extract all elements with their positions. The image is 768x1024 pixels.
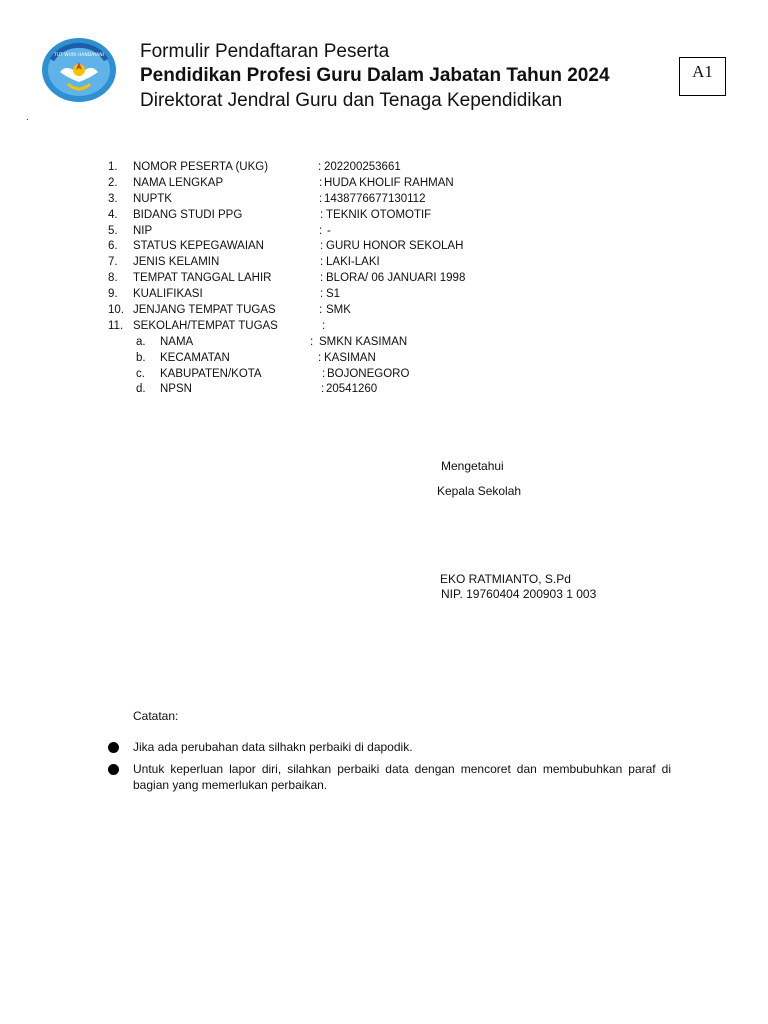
field-value: HUDA KHOLIF RAHMAN <box>324 176 454 189</box>
field-colon: : <box>322 319 326 332</box>
subfield-value: SMKN KASIMAN <box>319 335 408 348</box>
field-colon: : <box>319 224 323 237</box>
subfield-label: KECAMATAN <box>160 351 230 364</box>
field-number: 1. <box>108 161 118 173</box>
field-label: NIP <box>133 224 153 237</box>
mengetahui-label: Mengetahui <box>441 459 504 473</box>
headmaster-role: Kepala Sekolah <box>437 484 522 498</box>
field-colon: : <box>318 161 322 173</box>
field-number: 2. <box>108 176 118 189</box>
subfield-colon: : <box>322 367 326 380</box>
notes-title: Catatan: <box>133 709 179 723</box>
subfield-value: BOJONEGORO <box>327 367 410 380</box>
header-title-block <box>140 40 610 113</box>
form-code-box: A1 <box>679 57 726 96</box>
field-colon: : <box>319 192 323 205</box>
subfield-letter: a. <box>136 335 146 348</box>
subfield-value: KASIMAN <box>324 351 376 364</box>
note-text: Jika ada perubahan data silhakn perbaiki di dapodik. <box>133 740 413 754</box>
program-title: Pendidikan Profesi Guru Dalam Jabatan Tahun 2024 <box>140 65 610 86</box>
field-label: NUPTK <box>133 192 172 205</box>
field-value: S1 <box>326 288 341 301</box>
field-label: JENIS KELAMIN <box>133 256 220 269</box>
field-colon: : <box>320 240 324 253</box>
field-value: SMK <box>326 304 351 317</box>
subfield-label: KABUPATEN/KOTA <box>160 367 262 380</box>
field-number: 9. <box>108 288 118 301</box>
field-value: TEKNIK OTOMOTIF <box>326 208 432 221</box>
field-value: LAKI-LAKI <box>326 256 380 269</box>
field-label: NAMA LENGKAP <box>133 176 224 189</box>
field-label: STATUS KEPEGAWAIAN <box>133 240 264 253</box>
subfield-label: NAMA <box>160 335 194 348</box>
subfield-colon: : <box>321 383 325 396</box>
field-colon: : <box>320 256 324 269</box>
field-number: 7. <box>108 256 118 269</box>
note-item <box>108 761 671 793</box>
form-title: Formulir Pendaftaran Peserta <box>140 41 390 62</box>
field-label: BIDANG STUDI PPG <box>133 208 243 221</box>
field-label: SEKOLAH/TEMPAT TUGAS <box>133 319 278 332</box>
subfield-letter: d. <box>136 383 146 396</box>
field-value: 202200253661 <box>324 161 401 173</box>
field-colon: : <box>320 208 324 221</box>
note-item <box>108 739 671 755</box>
field-value: GURU HONOR SEKOLAH <box>326 240 464 253</box>
subfield-colon: : <box>318 351 322 364</box>
field-number: 5. <box>108 224 118 237</box>
field-number: 4. <box>108 208 118 221</box>
field-number: 10. <box>108 304 124 317</box>
field-label: NOMOR PESERTA (UKG) <box>133 161 269 173</box>
field-number: 6. <box>108 240 118 253</box>
subfield-colon: : <box>310 335 314 348</box>
bullet-icon <box>108 764 119 775</box>
field-label: TEMPAT TANGGAL LAHIR <box>133 272 272 285</box>
field-colon: : <box>320 288 324 301</box>
field-number: 3. <box>108 192 118 205</box>
field-label: JENJANG TEMPAT TUGAS <box>133 304 276 317</box>
field-label: KUALIFIKASI <box>133 288 203 301</box>
field-value: - <box>327 224 331 237</box>
field-colon: : <box>319 176 323 189</box>
subfield-label: NPSN <box>160 383 192 396</box>
subfield-letter: c. <box>136 367 145 380</box>
svg-text:TUT WURI HANDAYANI: TUT WURI HANDAYANI <box>54 53 104 58</box>
headmaster-nip: NIP. 19760404 200903 1 003 <box>441 587 597 601</box>
field-number: 11. <box>108 319 124 332</box>
note-text: Untuk keperluan lapor diri, silahkan perbaiki data dengan mencoret dan membubuhkan paraf di bagian yang memerlukan perbaikan. <box>133 762 671 792</box>
directorate-title: Direktorat Jendral Guru dan Tenaga Kependidikan <box>140 90 563 111</box>
bullet-icon <box>108 742 119 753</box>
field-colon: : <box>319 304 323 317</box>
headmaster-name: EKO RATMIANTO, S.Pd <box>440 572 571 586</box>
field-value: BLORA/ 06 JANUARI 1998 <box>326 272 466 285</box>
subfield-letter: b. <box>136 351 146 364</box>
tut-wuri-handayani-logo <box>40 36 118 104</box>
field-value: 1438776677130112 <box>324 192 426 205</box>
subfield-value: 20541260 <box>326 383 378 396</box>
field-colon: : <box>320 272 324 285</box>
field-number: 8. <box>108 272 118 285</box>
stray-dot: . <box>26 112 29 123</box>
